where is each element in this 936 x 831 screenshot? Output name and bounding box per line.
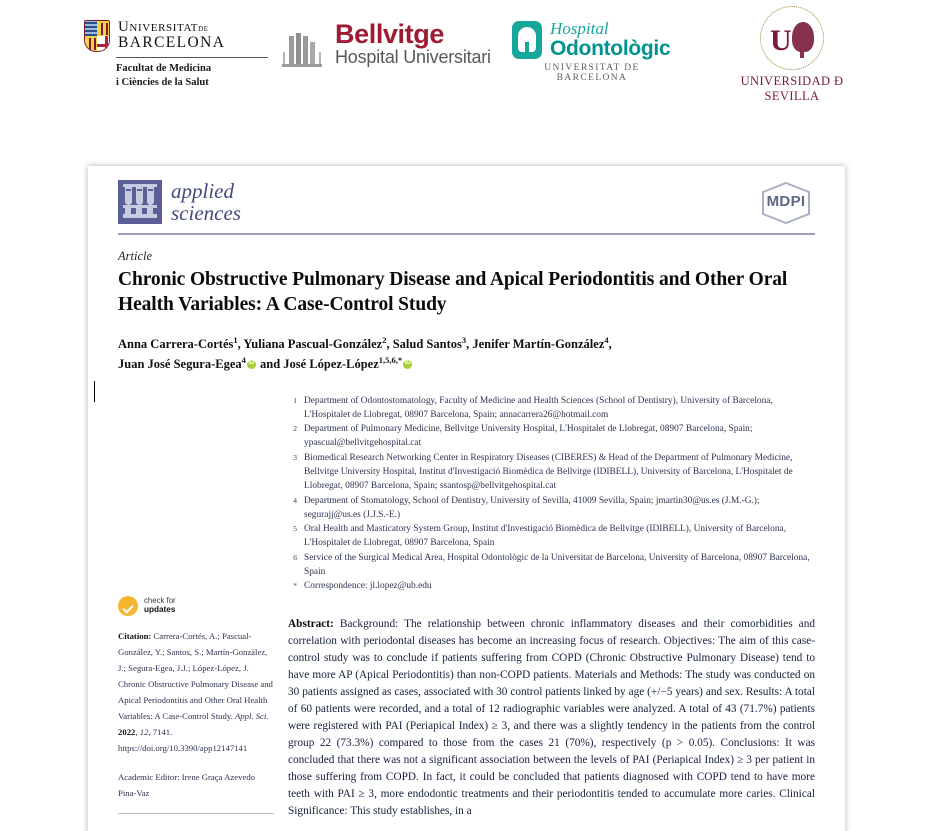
author-1-sup: 2: [382, 334, 387, 345]
affiliation-number: 1: [293, 395, 297, 405]
pdf-page[interactable]: [88, 166, 845, 831]
institution-logo-band: [0, 0, 936, 140]
journal-header-rule: [118, 233, 815, 235]
affiliation-text: Biomedical Research Networking Center in Respiratory Diseases (CIBERES) & Head of the Department of Pulmonary Medicine, Bellvitge University Hospital, Institut d'Investigació Biomèdica de Bellvitge (IDIBELL), University of Barcelona, L'Hospitalet de Llobregat, 08907 Barcelona, Spain; ssantosp@bellvitgehospital.cat: [304, 452, 793, 492]
orcid-icon[interactable]: [403, 360, 412, 369]
ub-divider: [116, 57, 268, 58]
affiliation-item: [288, 451, 815, 494]
sidebar-divider: [118, 813, 274, 814]
article-type-label: Article: [118, 249, 153, 263]
author-0-sup: 1: [233, 334, 238, 345]
affiliations-list: [288, 394, 815, 594]
affiliation-item: [288, 422, 815, 451]
check-for-updates-badge[interactable]: [118, 596, 274, 616]
bellvitge-line2: Hospital Universitari: [335, 46, 491, 67]
odonto-line2: Odontològic: [550, 36, 671, 60]
bellvitge-bars-icon: [282, 33, 326, 67]
author-0: Anna Carrera-Cortés: [118, 336, 234, 351]
affiliation-text: Oral Health and Masticatory System Group, Institut d'Investigació Biomèdica de Bellvitge (IDIBELL), University of Barcelona, L'Hospitalet de Llobregat, 08907 Barcelona, Spain: [304, 524, 787, 549]
affiliation-number: *: [293, 581, 297, 591]
author-4-sup: 4: [241, 354, 246, 365]
logo-universitat-de-barcelona: [84, 20, 264, 90]
author-3: Jenifer Martín-González: [472, 336, 605, 351]
author-2: Salud Santos: [392, 336, 462, 351]
ub-line2: BARCELONA: [118, 34, 226, 52]
affiliation-number: 4: [293, 495, 297, 505]
sidebar-column: [118, 394, 288, 820]
page-title: Chronic Obstructive Pulmonary Disease and Apical Periodontitis and Other Oral Health Variables: A Case-Control Study: [118, 269, 788, 316]
check-circle-icon: [118, 596, 138, 616]
author-3-sup: 4: [604, 334, 609, 345]
author-5: José López-López: [283, 356, 379, 371]
cfu-line2: updates: [144, 605, 176, 615]
author-5-sup: 1,5,6,*: [378, 354, 403, 365]
academic-editor-block: [118, 769, 274, 801]
affiliation-text: Department of Pulmonary Medicine, Bellvitge University Hospital, L'Hospitalet de Llobregat, 08907 Barcelona, Spain; ypascual@bellvitgehospital.cat: [304, 424, 753, 449]
affiliation-number: 6: [293, 552, 297, 562]
author-list: Anna Carrera-Cortés$^1$, Yuliana Pascual-González$^2$, Salud Santos$^3$, Jenifer Martín-González$^4$, Juan José Segura-Egea$^4$ iD and José López-López$^{1,5,6,*}$iD: [118, 334, 815, 374]
abstract-block: [288, 616, 815, 820]
affiliation-number: 3: [293, 452, 297, 462]
citation-volume: 12: [139, 727, 149, 738]
odonto-subtitle: UNIVERSITAT DE BARCELONA: [544, 63, 640, 84]
affiliation-item: [288, 494, 815, 523]
citation-journal: Appl. Sci.: [234, 710, 269, 721]
citation-article: 7141.: [152, 727, 173, 738]
journal-name-line2: sciences: [171, 201, 241, 226]
text-cursor-caret: [94, 381, 95, 402]
affiliation-text: Service of the Surgical Medical Area, Hospital Odontològic de la Universitat de Barcelona, University of Barcelona, 08907 Barcelona, Spain: [304, 552, 810, 578]
mdpi-text: MDPI: [766, 193, 806, 210]
affiliation-item: [288, 579, 815, 593]
author-2-sup: 3: [461, 334, 467, 345]
affiliation-item: [288, 394, 815, 423]
author-4: Juan José Segura-Egea: [118, 356, 242, 371]
abstract-text: Background: The relationship between chronic inflammatory diseases and their comorbidities and correlation with periodontal diseases has become an increasing focus of research. Objectives: The aim of this case-control study was to conclude if patients suffering from COPD (Chronic Obstructive Pulmonary Disease) tend to have more AP (Apical Periodontitis) than non-COPD patients. Materials and Methods: The study was conducted on 30 patients assigned as cases, associated with 30 control patients linked by age (+/−5 years) and sex. Results: A total of 60 patients were recorded, and a total of 12 radiographic variables were analyzed. A total of 43 (71.7%) patients were registered with PAI (Periapical Index) ≥ 3, and there was a slightly tendency in the patients from the control group 22 (73.3%) compared to those from the cases 21 (70%), respectively (p > 0.05). Conclusions: It was concluded that there was not a significant association between the levels of PAI (Periapical Index) ≥ 3 per patient in those suffering from COPD. In fact, it could be concluded that patients diagnosed with COPD tend to have more teeth with PAI ≥ 3, more endodontic treatments and their periodontitis tended to accumulate more caries. Clinical Significance: This study establishes, in a: [288, 617, 815, 817]
affiliation-text: Department of Stomatology, School of Dentistry, University of Sevilla, 41009 Sevilla, Spain; jmartin30@us.es (J.M.-G.); segurajj@us.es (J.J.S.-E.): [304, 495, 760, 520]
journal-logo: [118, 180, 241, 225]
ub-crest-icon: [84, 20, 110, 52]
ub-faculty-line1: Facultat de Medicina: [116, 63, 212, 74]
author-1: Yuliana Pascual-González: [243, 336, 383, 351]
odonto-line1: Hospital: [550, 19, 609, 38]
logo-universidad-de-sevilla: [712, 6, 872, 104]
logo-hospital-odontologic: [512, 20, 672, 83]
affiliation-item: [288, 522, 815, 551]
citation-label: Citation:: [118, 630, 152, 641]
affiliation-text: Department of Odontostomatology, Faculty of Medicine and Health Sciences (School of Dentistry), University of Barcelona, L'Hospitalet de Llobregat, 08907 Barcelona, Spain; annacarrera26@hotmail.com: [304, 395, 773, 420]
bellvitge-line1: Bellvitge: [335, 19, 444, 49]
orcid-icon[interactable]: [247, 360, 256, 369]
citation-authors: Carrera-Cortés, A.; Pascual-González, Y.; Santos, S.; Martín-González, J.; Segura-Egea, J.J.; López-López, J. Chronic Obstructive Pulmonary Disease and Apical Periodontitis and Other Oral Health Variables: A Case-Control Study.: [118, 630, 273, 721]
ub-faculty-line2: i Ciències de la Salut: [116, 76, 209, 88]
sevilla-seal-icon: U: [760, 6, 824, 70]
affiliation-text: Correspondence: jl.lopez@ub.edu: [304, 581, 432, 592]
ub-line1: Universitat: [118, 19, 199, 35]
citation-year: 2022: [118, 727, 136, 738]
affiliation-number: 5: [293, 524, 297, 534]
abstract-label: Abstract:: [288, 617, 334, 630]
academic-editor-name: Irene Graça Azevedo Pina-Vaz: [118, 772, 256, 799]
citation-block: Citation: Carrera-Cortés, A.; Pascual-González, Y.; Santos, S.; Martín-González, J.; Segura-Egea, J.J.; López-López, J. Chronic Obstructive Pulmonary Disease and Apical Periodontitis and Other Oral Health Variables: A Case-Control Study. Appl. Sci. 2022, 12, 7141. https://doi.org/10.3390/app12147141: [118, 630, 273, 754]
affiliation-item: [288, 551, 815, 580]
main-column: [288, 394, 815, 820]
academic-editor-label: Academic Editor:: [118, 772, 180, 783]
journal-name-line1: applied: [171, 179, 234, 203]
citation-doi[interactable]: https://doi.org/10.3390/app12147141: [118, 743, 248, 754]
affiliation-number: 2: [293, 424, 297, 434]
test-tubes-icon: [118, 180, 162, 224]
cfu-line1: check for: [144, 595, 176, 605]
sevilla-name: UNIVERSIDAD Ð SEVILLA: [740, 74, 844, 103]
tooth-icon: [512, 21, 542, 59]
authors-connector: and: [260, 356, 281, 371]
logo-bellvitge-hospital: [282, 19, 491, 67]
journal-header: [118, 180, 815, 226]
mdpi-logo: [757, 180, 815, 226]
ub-line1-small: de: [198, 23, 209, 34]
